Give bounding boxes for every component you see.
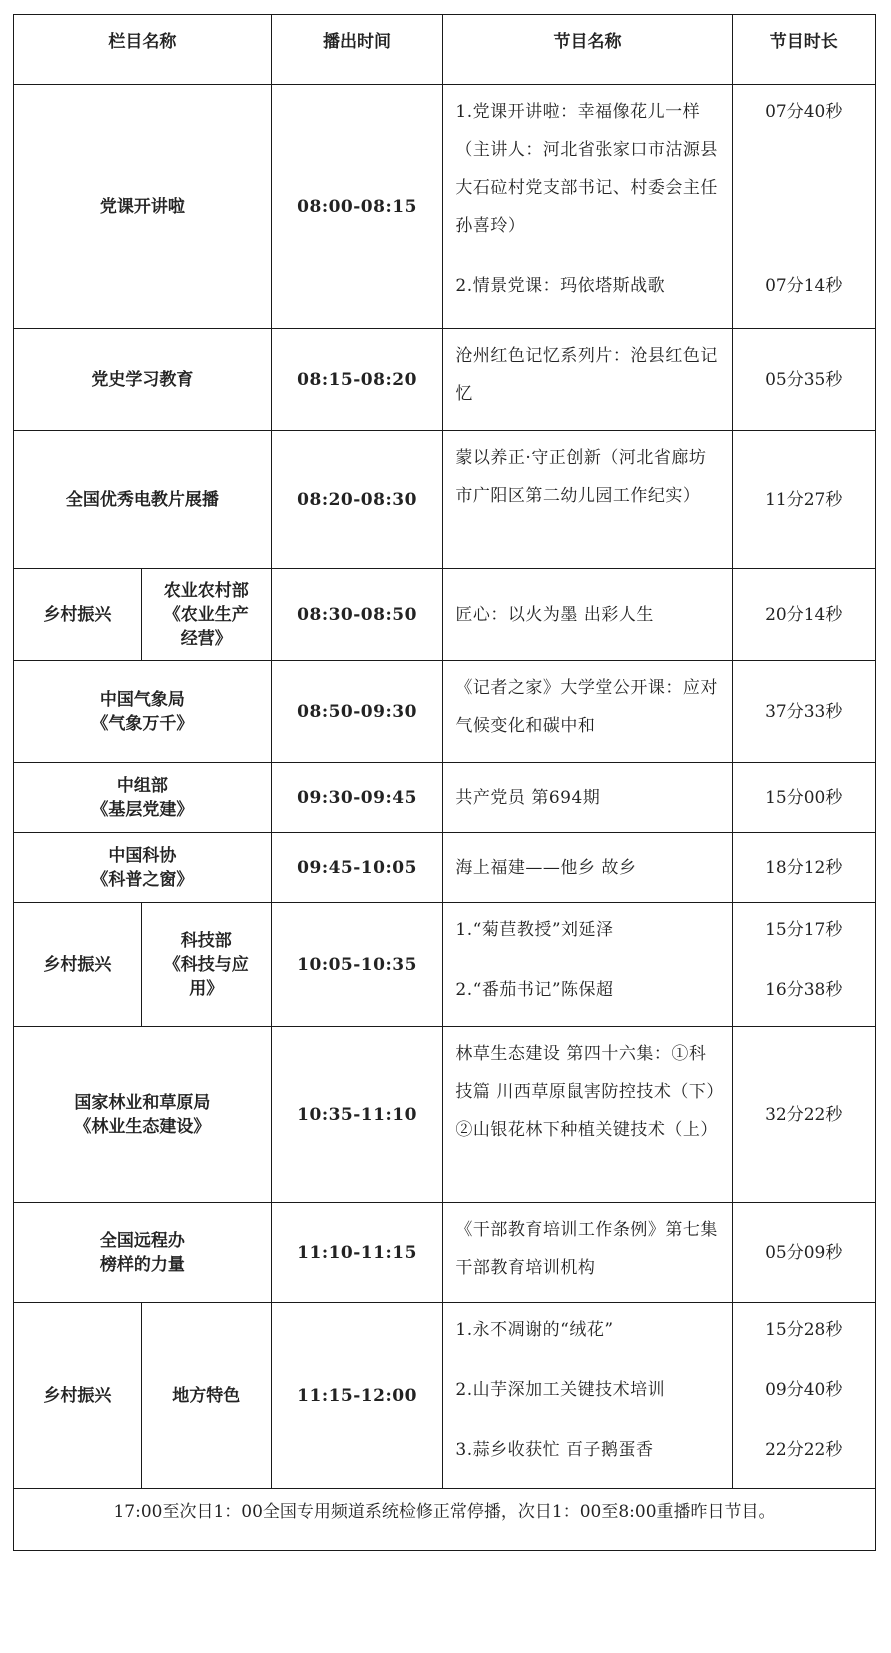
column-name-line: 《气象万千》 — [91, 713, 194, 734]
column-sub-cell — [141, 1303, 271, 1489]
program-cell — [443, 85, 732, 329]
column-name-line: 国家林业和草原局 — [74, 1092, 211, 1113]
column-name-cell — [14, 329, 272, 431]
header-air-time: 播出时间 — [271, 15, 443, 85]
duration-value: 07分40秒 — [765, 102, 843, 122]
duration-value: 37分33秒 — [765, 701, 843, 722]
table-row — [14, 329, 876, 431]
column-name-cell — [14, 1027, 272, 1203]
duration-cell — [732, 431, 876, 569]
table-row — [14, 1203, 876, 1303]
program-cell — [443, 431, 732, 569]
duration-value: 22分22秒 — [765, 1440, 843, 1460]
air-time-cell: 11:10-11:15 — [271, 1203, 443, 1303]
program-item: 《记者之家》大学堂公开课：应对气候变化和碳中和 — [455, 678, 718, 736]
air-time-cell: 08:00-08:15 — [271, 85, 443, 329]
duration-value: 15分28秒 — [765, 1320, 843, 1340]
header-duration: 节目时长 — [732, 15, 876, 85]
program-cell — [443, 1203, 732, 1303]
duration-value: 11分27秒 — [765, 489, 843, 510]
duration-value: 07分14秒 — [765, 276, 843, 296]
program-item: 2.“番茄书记”陈保超 — [455, 980, 614, 1000]
column-name-cell — [14, 1203, 272, 1303]
duration-value: 16分38秒 — [765, 980, 843, 1000]
air-time-cell: 08:50-09:30 — [271, 661, 443, 763]
header-program-name: 节目名称 — [443, 15, 732, 85]
air-time-cell: 08:30-08:50 — [271, 569, 443, 661]
header-row — [14, 15, 876, 85]
schedule-table — [13, 14, 876, 1551]
column-name: 党课开讲啦 — [99, 196, 185, 217]
duration-value: 05分35秒 — [765, 369, 843, 390]
duration-value: 15分17秒 — [765, 920, 843, 940]
column-name-line: 中国科协 — [108, 845, 177, 866]
column-sub-cell — [141, 569, 271, 661]
program-cell — [443, 329, 732, 431]
duration-cell — [732, 763, 876, 833]
column-sub-line: 《农业生产 — [163, 604, 249, 625]
column-name-cell — [14, 85, 272, 329]
column-name-cell — [14, 763, 272, 833]
program-item: 2.山芋深加工关键技术培训 — [455, 1380, 666, 1400]
table-row — [14, 1303, 876, 1489]
column-sub-line: 科技部 — [180, 930, 232, 951]
duration-cell — [732, 1303, 876, 1489]
duration-cell — [732, 329, 876, 431]
duration-cell — [732, 85, 876, 329]
duration-cell — [732, 833, 876, 903]
program-cell — [443, 763, 732, 833]
column-name-line: 《科普之窗》 — [91, 869, 194, 890]
column-sub-line: 用》 — [189, 978, 224, 999]
column-name-line: 榜样的力量 — [99, 1254, 185, 1275]
program-item: 《干部教育培训工作条例》第七集 干部教育培训机构 — [455, 1220, 718, 1278]
duration-cell — [732, 1203, 876, 1303]
duration-cell — [732, 661, 876, 763]
air-time-cell: 10:05-10:35 — [271, 903, 443, 1027]
program-item: 沧州红色记忆系列片：沧县红色记忆 — [455, 346, 718, 404]
column-name-line: 《林业生态建设》 — [74, 1116, 211, 1137]
column-name: 党史学习教育 — [91, 369, 194, 390]
table-row — [14, 569, 876, 661]
table-row — [14, 85, 876, 329]
program-item: 蒙以养正·守正创新（河北省廊坊市广阳区第二幼儿园工作纪实） — [455, 448, 707, 506]
column-name-line: 中国气象局 — [99, 689, 185, 710]
program-item: 2.情景党课：玛依塔斯战歌 — [455, 276, 666, 296]
duration-value: 20分14秒 — [765, 604, 843, 625]
program-cell — [443, 569, 732, 661]
column-name-cell — [14, 431, 272, 569]
column-sub-line: 经营》 — [180, 628, 232, 649]
duration-value: 09分40秒 — [765, 1380, 843, 1400]
header-column-name: 栏目名称 — [14, 15, 272, 85]
column-name-cell — [14, 833, 272, 903]
table-row — [14, 431, 876, 569]
program-cell — [443, 661, 732, 763]
column-name-line: 中组部 — [116, 775, 168, 796]
air-time-cell: 11:15-12:00 — [271, 1303, 443, 1489]
column-name-line: 《基层党建》 — [91, 799, 194, 820]
table-row — [14, 833, 876, 903]
duration-value: 05分09秒 — [765, 1242, 843, 1263]
program-item: 1.党课开讲啦：幸福像花儿一样（主讲人：河北省张家口市沽源县大石砬村党支部书记、村委会主任孙喜玲） — [455, 102, 718, 236]
program-item: 共产党员 第694期 — [455, 787, 601, 808]
program-item: 林草生态建设 第四十六集：①科技篇 川西草原鼠害防控技术（下）②山银花林下种植关键技术（上） — [455, 1044, 718, 1140]
duration-value: 32分22秒 — [765, 1104, 843, 1125]
air-time-cell: 09:30-09:45 — [271, 763, 443, 833]
program-item: 海上福建——他乡 故乡 — [455, 857, 637, 878]
table-row — [14, 763, 876, 833]
column-name: 全国优秀电教片展播 — [65, 489, 219, 510]
column-name-cell — [14, 661, 272, 763]
program-cell — [443, 1303, 732, 1489]
program-cell — [443, 903, 732, 1027]
air-time-cell: 09:45-10:05 — [271, 833, 443, 903]
column-main-cell: 乡村振兴 — [14, 903, 142, 1027]
column-sub-line: 农业农村部 — [163, 580, 249, 601]
table-row — [14, 661, 876, 763]
column-sub-cell — [141, 903, 271, 1027]
footer-row — [14, 1489, 876, 1551]
program-cell — [443, 833, 732, 903]
duration-value: 18分12秒 — [765, 857, 843, 878]
air-time-cell: 08:15-08:20 — [271, 329, 443, 431]
program-item: 1.永不凋谢的“绒花” — [455, 1320, 614, 1340]
table-row — [14, 1027, 876, 1203]
program-item: 1.“菊苣教授”刘延泽 — [455, 920, 614, 940]
footer-note: 17:00至次日1：00全国专用频道系统检修正常停播，次日1：00至8:00重播昨日节目。 — [14, 1489, 876, 1551]
column-main-cell: 乡村振兴 — [14, 1303, 142, 1489]
column-sub-line: 地方特色 — [172, 1385, 241, 1406]
program-item: 3.蒜乡收获忙 百子鹅蛋香 — [455, 1440, 654, 1460]
duration-cell — [732, 569, 876, 661]
duration-value: 15分00秒 — [765, 787, 843, 808]
column-main-cell: 乡村振兴 — [14, 569, 142, 661]
air-time-cell: 10:35-11:10 — [271, 1027, 443, 1203]
duration-cell — [732, 1027, 876, 1203]
column-sub-line: 《科技与应 — [163, 954, 249, 975]
table-row — [14, 903, 876, 1027]
duration-cell — [732, 903, 876, 1027]
program-item: 匠心：以火为墨 出彩人生 — [455, 604, 654, 625]
program-cell — [443, 1027, 732, 1203]
column-name-line: 全国远程办 — [99, 1230, 185, 1251]
air-time-cell: 08:20-08:30 — [271, 431, 443, 569]
